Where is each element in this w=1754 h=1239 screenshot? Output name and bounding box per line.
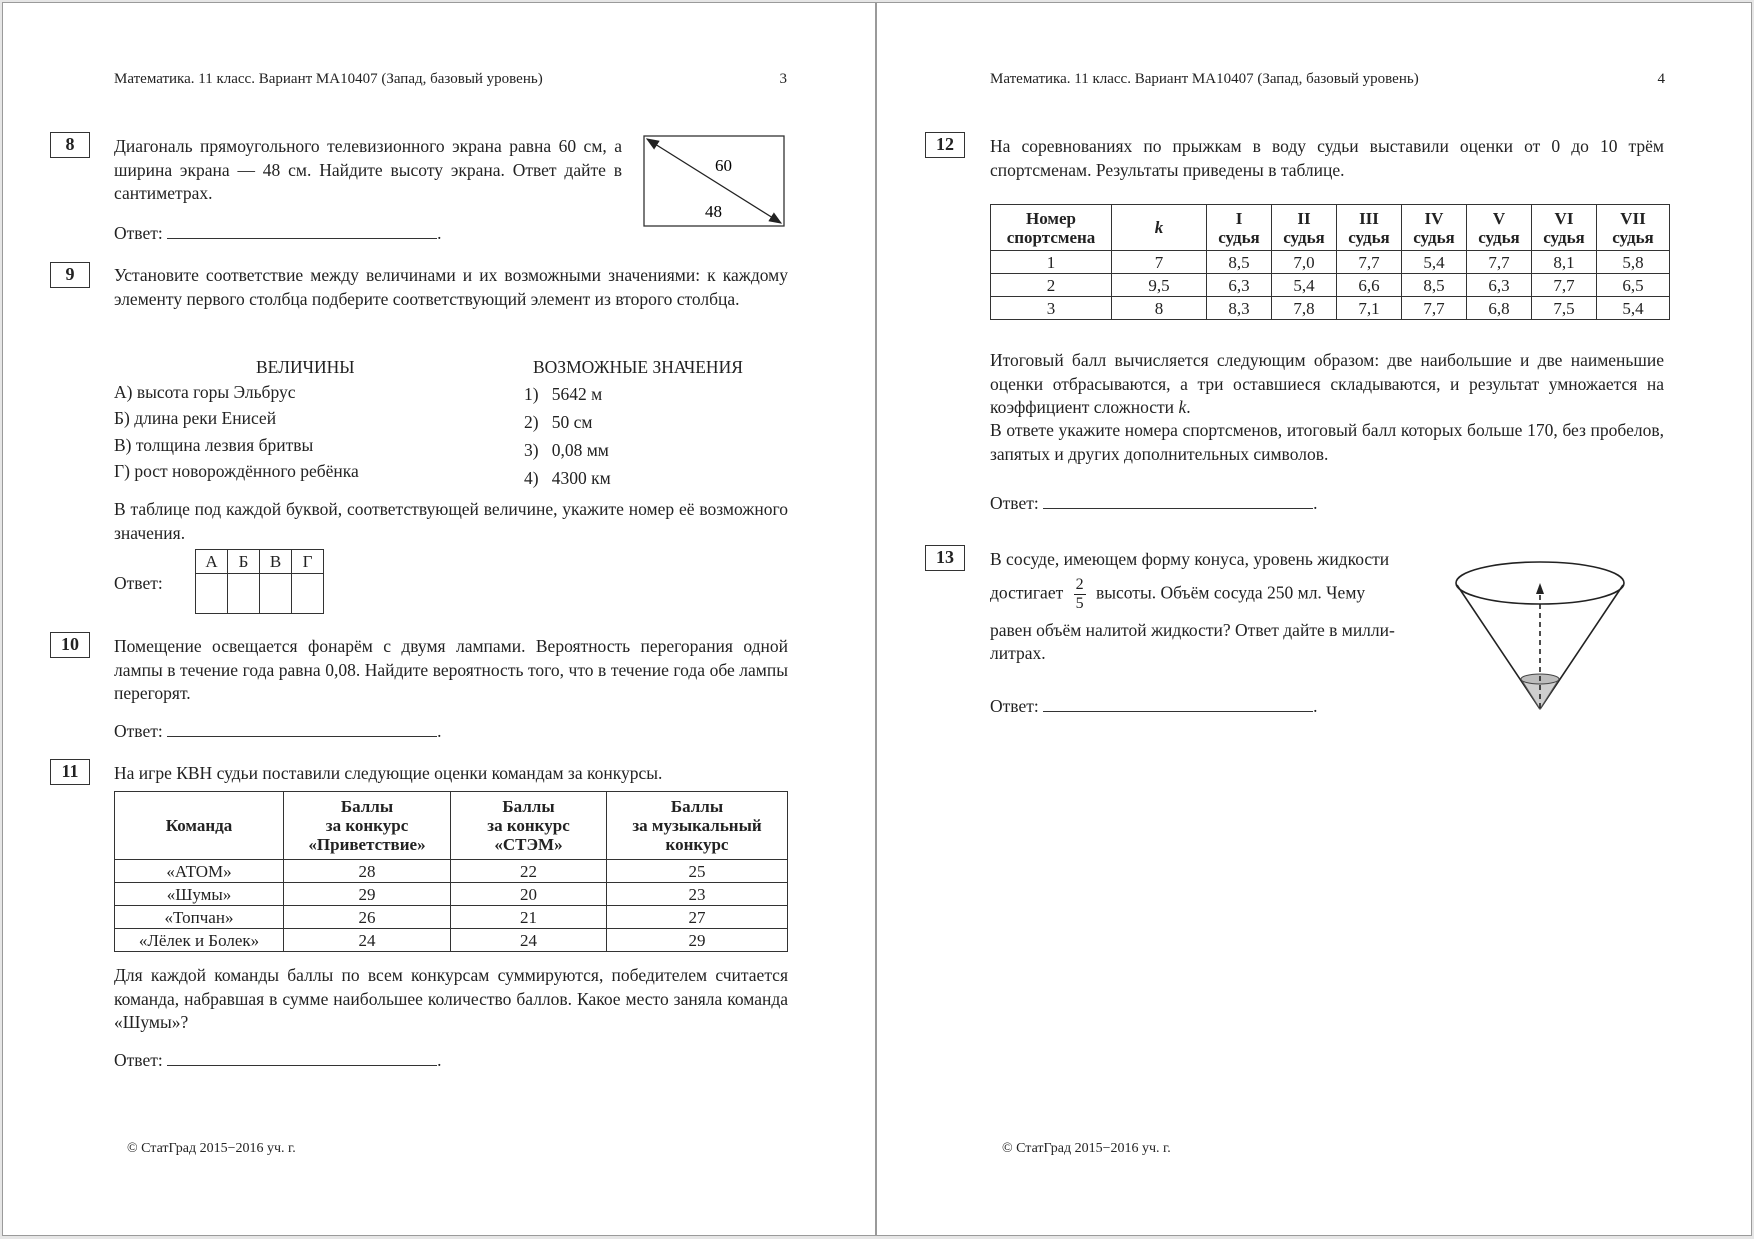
header-judge-4: IV судья xyxy=(1402,205,1467,251)
question-11-intro: На игре КВН судьи поставили следующие оценки командам за конкурсы. xyxy=(114,763,663,783)
answer-8-input[interactable] xyxy=(167,222,437,239)
right-page xyxy=(876,2,1752,1236)
cone-figure xyxy=(1455,559,1625,711)
header-judge-5: V судья xyxy=(1467,205,1532,251)
letter-b: Б xyxy=(228,550,260,574)
column-header-quantities: ВЕЛИЧИНЫ xyxy=(256,357,355,377)
question-8-text: Диагональ прямоугольного телевизионного экрана равна 60 см, а ширина экрана — 48 см. Найдите высоту экрана. Ответ дайте в сантиметрах. xyxy=(114,136,622,203)
answer-cell-a[interactable] xyxy=(196,574,228,614)
table-row: «Шумы» 29 20 23 xyxy=(115,883,788,906)
match-value-2: 2) 50 см xyxy=(524,412,593,432)
header-judge-6: VI судья xyxy=(1532,205,1597,251)
answer-cell-b[interactable] xyxy=(228,574,260,614)
table-row: 2 9,5 6,3 5,4 6,6 8,5 6,3 7,7 6,5 xyxy=(991,274,1670,297)
table-row: 1 7 8,5 7,0 7,7 5,4 7,7 8,1 5,8 xyxy=(991,251,1670,274)
question-12-instruction: В ответе укажите номера спортсменов, итоговый балл которых больше 170, без пробелов, запятых и других дополнительных символов. xyxy=(990,420,1664,464)
table-row: 3 8 8,3 7,8 7,1 7,7 6,8 7,5 5,4 xyxy=(991,297,1670,320)
match-value-1: 1) 5642 м xyxy=(524,384,603,404)
match-item-b: Б) длина реки Енисей xyxy=(114,408,277,428)
answer-9-table xyxy=(195,549,324,614)
question-13-line-3: равен объём налитой жидкости? Ответ дайте в милли- xyxy=(990,620,1395,640)
left-page xyxy=(2,2,876,1236)
page-header-title: Математика. 11 класс. Вариант МА10407 (Запад, базовый уровень) xyxy=(114,71,543,87)
header-judge-1: I судья xyxy=(1207,205,1272,251)
header-greeting: Баллы за конкурс «Приветствие» xyxy=(284,792,451,860)
question-13-line-2: достигает $\frac{2}{5}$ высоты. Объём сосуда 250 мл. Чему xyxy=(990,576,1366,612)
answer-10: Ответ: . xyxy=(114,721,442,741)
answer-label: Ответ: xyxy=(114,721,163,741)
header-judge-2: II судья xyxy=(1272,205,1337,251)
column-header-values: ВОЗМОЖНЫЕ ЗНАЧЕНИЯ xyxy=(533,357,743,377)
match-item-a: А) высота горы Эльбрус xyxy=(114,382,296,402)
match-value-3: 3) 0,08 мм xyxy=(524,440,609,460)
header-team: Команда xyxy=(115,792,284,860)
match-item-v: В) толщина лезвия бритвы xyxy=(114,435,314,455)
answer-9-label: Ответ: xyxy=(114,573,163,593)
letter-v: В xyxy=(260,550,292,574)
page-header-title: Математика. 11 класс. Вариант МА10407 (Запад, базовый уровень) xyxy=(990,71,1419,87)
answer-10-input[interactable] xyxy=(167,720,437,737)
answer-label: Ответ: xyxy=(114,223,163,243)
header-music: Баллы за музыкальный конкурс xyxy=(607,792,788,860)
diagonal-label: 60 xyxy=(715,156,732,175)
question-10-text: Помещение освещается фонарём с двумя лампами. Вероятность перегорания одной лампы в течение года равна 0,08. Найдите вероятность того, что в течение года обе лампы перегорят. xyxy=(114,636,788,703)
answer-12: Ответ: . xyxy=(990,493,1318,513)
answer-11-input[interactable] xyxy=(167,1049,437,1066)
question-number-8: 8 xyxy=(50,132,90,158)
footer-copyright: © СтатГрад 2015−2016 уч. г. xyxy=(127,1141,296,1156)
answer-8: Ответ: . xyxy=(114,223,442,243)
diving-scores-table xyxy=(990,204,1670,320)
letter-a: А xyxy=(196,550,228,574)
header-stem: Баллы за конкурс «СТЭМ» xyxy=(451,792,607,860)
answer-cell-g[interactable] xyxy=(292,574,324,614)
table-row: «АТОМ» 28 22 25 xyxy=(115,860,788,883)
answer-cell-v[interactable] xyxy=(260,574,292,614)
header-judge-3: III судья xyxy=(1337,205,1402,251)
question-12-text: На соревнованиях по прыжкам в воду судьи выставили оценки от 0 до 10 трём спортсменам. Результаты приведены в таблице. xyxy=(990,136,1664,180)
answer-13-input[interactable] xyxy=(1043,695,1313,712)
kvn-scores-table xyxy=(114,791,788,952)
question-9-instruction: В таблице под каждой буквой, соответствующей величине, укажите номер её возможного значения. xyxy=(114,499,788,543)
page-number: 4 xyxy=(1657,71,1665,87)
answer-label: Ответ: xyxy=(990,696,1039,716)
question-number-9: 9 xyxy=(50,262,90,288)
table-row: «Лёлек и Болек» 24 24 29 xyxy=(115,929,788,952)
answer-12-input[interactable] xyxy=(1043,492,1313,509)
page-number: 3 xyxy=(779,71,787,87)
answer-11: Ответ: . xyxy=(114,1050,442,1070)
answer-label: Ответ: xyxy=(114,1050,163,1070)
question-number-11: 11 xyxy=(50,759,90,785)
header-k: k xyxy=(1112,205,1207,251)
match-value-4: 4) 4300 км xyxy=(524,468,611,488)
question-9-text: Установите соответствие между величинами и их возможными значениями: к каждому элементу первого столбца подберите соответствующий элемент из второго столбца. xyxy=(114,265,788,309)
fraction: $\frac{2}{5}$ xyxy=(1075,576,1084,612)
question-number-13: 13 xyxy=(925,545,965,571)
question-13-line-4: литрах. xyxy=(990,643,1046,663)
header-athlete: Номер спортсмена xyxy=(991,205,1112,251)
header-judge-7: VII судья xyxy=(1597,205,1670,251)
answer-13: Ответ: . xyxy=(990,696,1318,716)
question-12-rule: Итоговый балл вычисляется следующим образом: две наибольшие и две наименьшие оценки отбрасываются, а три оставшиеся складываются, и результат умножается на коэффициент сложности k. xyxy=(990,350,1664,417)
answer-label: Ответ: xyxy=(990,493,1039,513)
question-number-12: 12 xyxy=(925,132,965,158)
table-row: «Топчан» 26 21 27 xyxy=(115,906,788,929)
screen-figure xyxy=(643,135,785,227)
question-11-text: Для каждой команды баллы по всем конкурсам суммируются, победителем считается команда, набравшая в сумме наибольшее количество баллов. Какое место заняла команда «Шумы»? xyxy=(114,965,788,1032)
match-item-g: Г) рост новорождённого ребёнка xyxy=(114,461,359,481)
width-label: 48 xyxy=(705,202,722,221)
footer-copyright: © СтатГрад 2015−2016 уч. г. xyxy=(1002,1141,1171,1156)
question-13-line-1: В сосуде, имеющем форму конуса, уровень жидкости xyxy=(990,549,1390,569)
question-number-10: 10 xyxy=(50,632,90,658)
letter-g: Г xyxy=(292,550,324,574)
